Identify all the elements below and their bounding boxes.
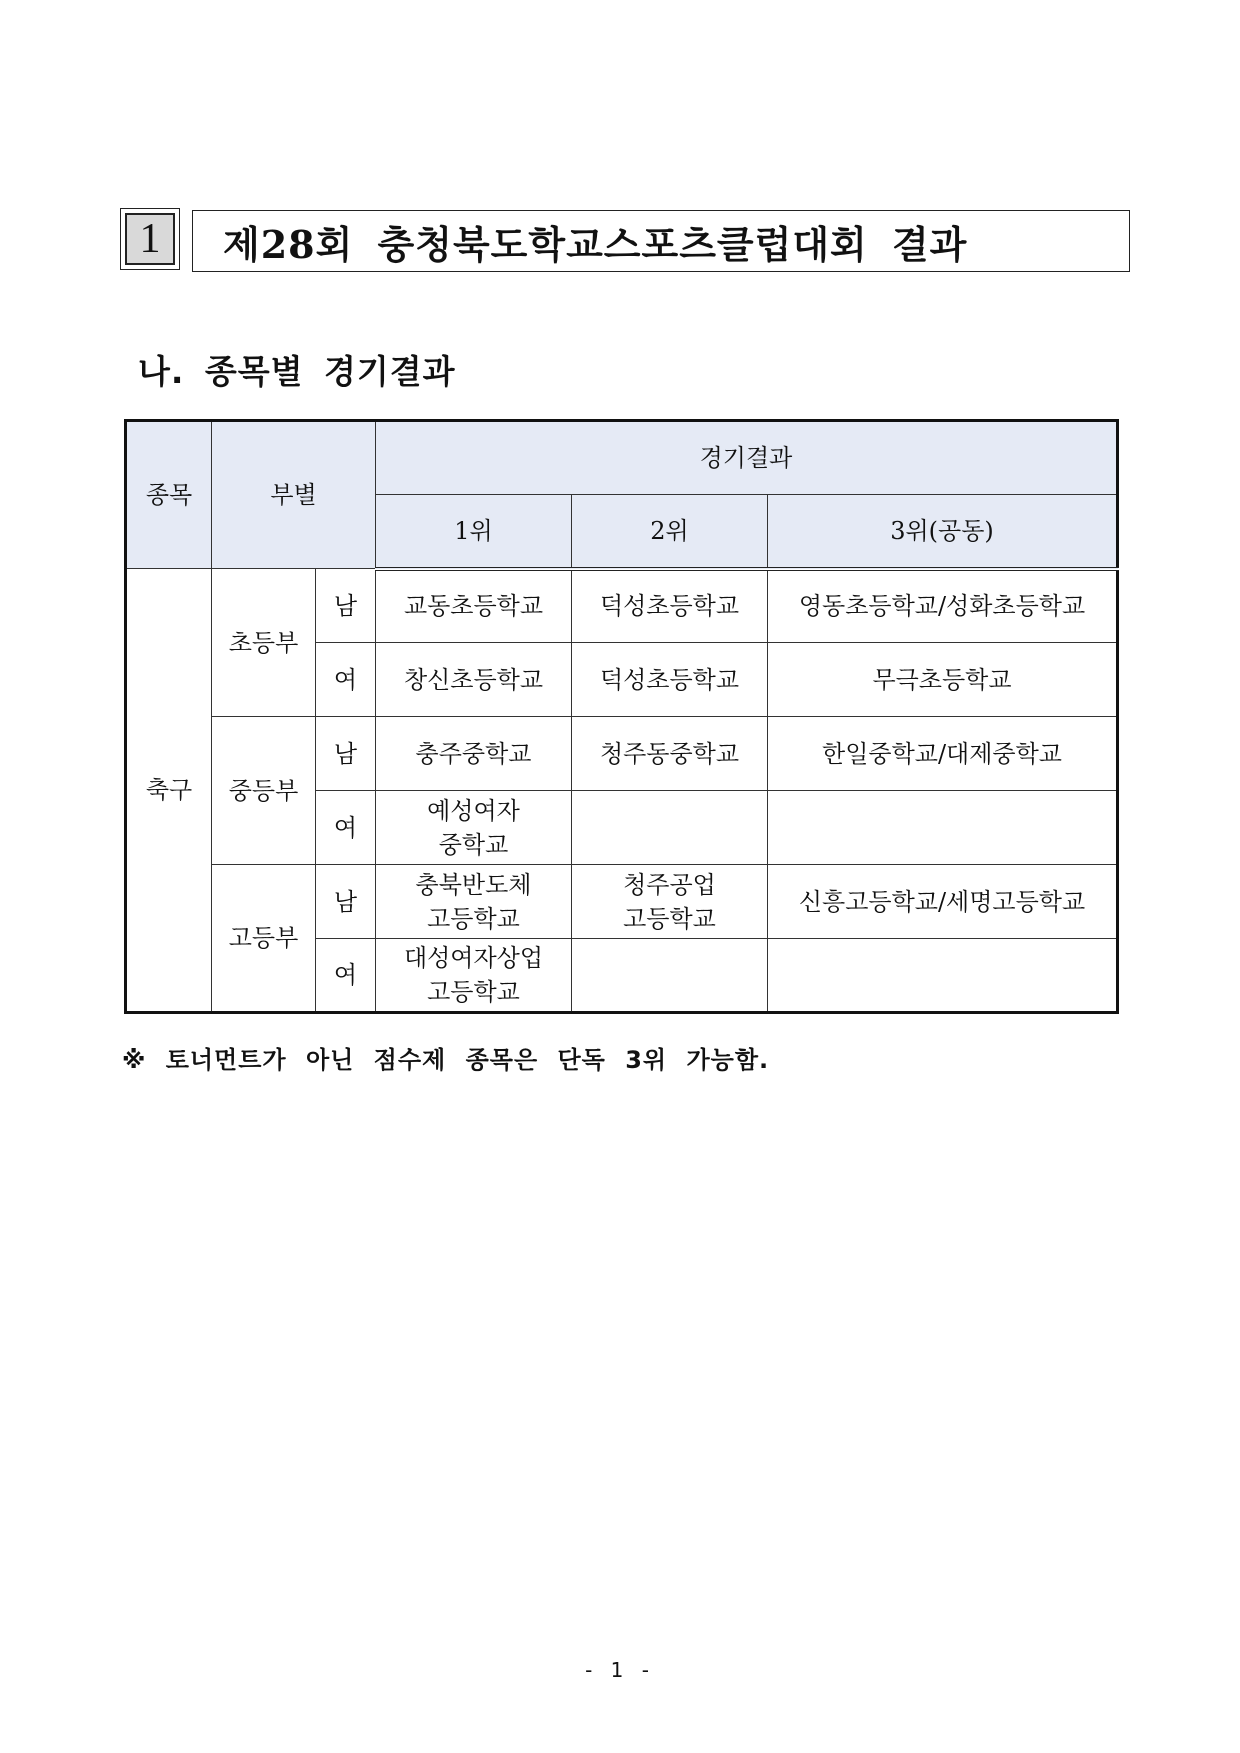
second-place-cell: 덕성초등학교 <box>572 569 768 643</box>
gender-cell: 여 <box>316 791 376 865</box>
division-cell: 초등부 <box>212 569 316 717</box>
results-table <box>124 419 1119 1014</box>
document-title: 제28회 충청북도학교스포츠클럽대회 결과 <box>192 210 1130 272</box>
second-place-cell <box>572 939 768 1013</box>
third-place-cell: 신흥고등학교/세명고등학교 <box>768 865 1118 939</box>
gender-cell: 여 <box>316 939 376 1013</box>
page-number: - 1 - <box>585 1658 655 1682</box>
header-row-1 <box>126 421 1118 495</box>
sport-cell: 축구 <box>126 569 212 1013</box>
second-place-cell: 청주공업 고등학교 <box>572 865 768 939</box>
header-first-place: 1위 <box>376 495 572 569</box>
gender-cell: 남 <box>316 865 376 939</box>
first-place-cell: 예성여자 중학교 <box>376 791 572 865</box>
table-row <box>126 717 1118 791</box>
section-heading: 나. 종목별 경기결과 <box>138 352 456 391</box>
third-place-cell: 영동초등학교/성화초등학교 <box>768 569 1118 643</box>
second-place-cell: 덕성초등학교 <box>572 643 768 717</box>
table-row <box>126 569 1118 643</box>
first-place-cell: 대성여자상업 고등학교 <box>376 939 572 1013</box>
header-sport: 종목 <box>126 421 212 569</box>
gender-cell: 남 <box>316 569 376 643</box>
first-place-cell: 충북반도체 고등학교 <box>376 865 572 939</box>
gender-cell: 여 <box>316 643 376 717</box>
third-place-cell <box>768 939 1118 1013</box>
section-number: 1 <box>125 213 175 265</box>
second-place-cell <box>572 791 768 865</box>
first-place-cell: 교동초등학교 <box>376 569 572 643</box>
footnote: ※ 토너먼트가 아닌 점수제 종목은 단독 3위 가능함. <box>122 1046 770 1074</box>
table-row <box>126 865 1118 939</box>
header-division: 부별 <box>212 421 376 569</box>
third-place-cell: 무극초등학교 <box>768 643 1118 717</box>
third-place-cell <box>768 791 1118 865</box>
first-place-cell: 창신초등학교 <box>376 643 572 717</box>
header-second-place: 2위 <box>572 495 768 569</box>
header-results: 경기결과 <box>376 421 1118 495</box>
third-place-cell: 한일중학교/대제중학교 <box>768 717 1118 791</box>
document-title-block <box>120 208 1130 276</box>
division-cell: 고등부 <box>212 865 316 1013</box>
header-third-place: 3위(공동) <box>768 495 1118 569</box>
division-cell: 중등부 <box>212 717 316 865</box>
first-place-cell: 충주중학교 <box>376 717 572 791</box>
section-number-box <box>120 208 180 270</box>
second-place-cell: 청주동중학교 <box>572 717 768 791</box>
gender-cell: 남 <box>316 717 376 791</box>
